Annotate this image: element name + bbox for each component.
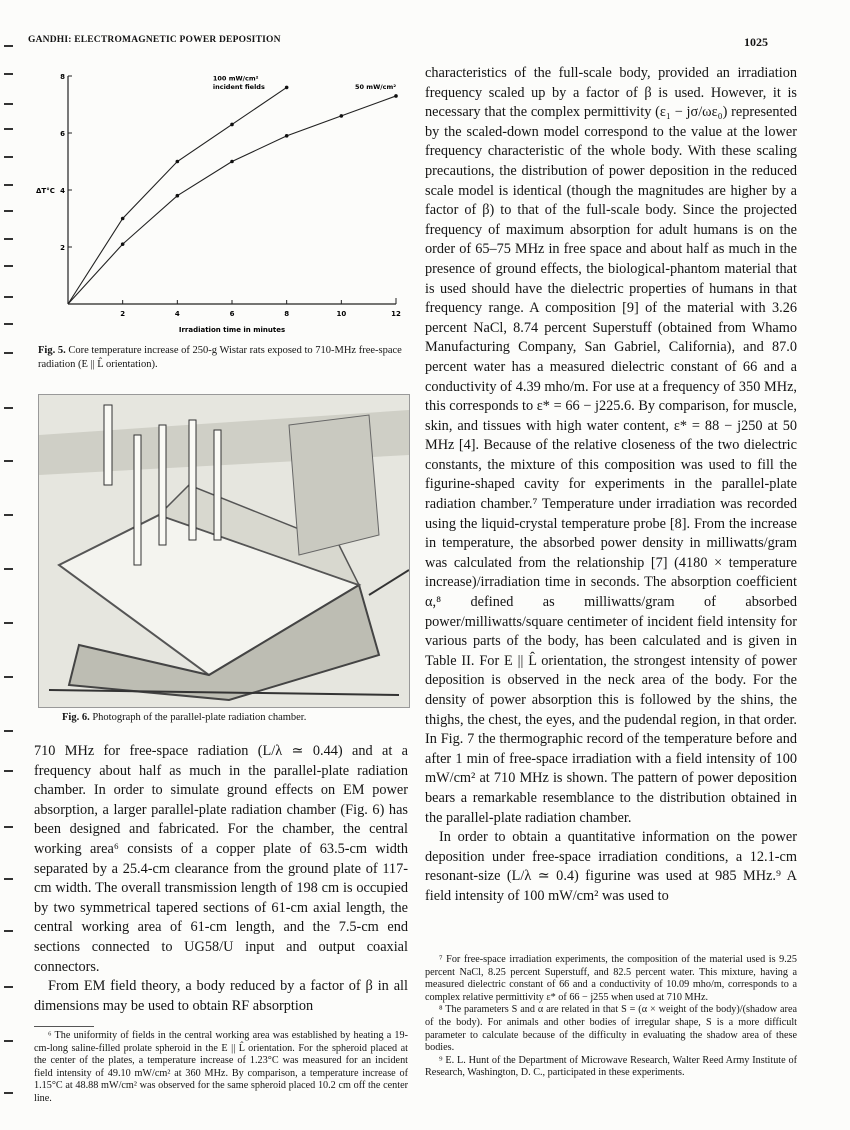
- data-point: [176, 194, 180, 198]
- footnote-6: ⁶ The uniformity of fields in the central working area was established by heating a 19-cm-long saline-filled prolate spheroid in the E || L̂ orientation. For the spheroid placed at the center of the plates, a temperature increase of 1.23°C was measured for an incident field intensity of 49.10 mW/cm² at 360 MHz. By comparison, a temperature increase of 1.15°C at 48.88 mW/cm² was observed for the same spheroid placed 10.2 cm off the center line.: [34, 1030, 408, 1104]
- x-tick-label: 12: [391, 310, 401, 318]
- y-tick-label: 4: [60, 187, 65, 195]
- left-footnote: [34, 1026, 408, 1106]
- left-paragraph: 710 MHz for free-space radiation (L/λ ≃ 0.44) and at a frequency about half as much in the parallel-plate radiation chamber. In order to simulate ground effects on EM power absorption, a larger parallel-plate radiation chamber (Fig. 6) has been designed and fabricated. For the chamber, the central working area⁶ consists of a copper plate of 63.5-cm width separated by a 25.4-cm clearance from the ground plate of 117-cm width. The overall transmission length of 198 cm is occupied by two symmetrical tapered sections of 61-cm axial length, the central working area of 61-cm length, and the 7.5-cm end sections connected to UG58/U input and output coaxial connectors.: [34, 743, 408, 975]
- figure-6-caption-text: Photograph of the parallel-plate radiation chamber.: [92, 712, 307, 723]
- y-tick-label: 8: [60, 73, 65, 81]
- figure-5-caption-text: Core temperature increase of 250-g Wistar rats exposed to 710-MHz free-space radiation (E || L̂ orientation).: [38, 345, 402, 370]
- page-number: 1025: [744, 35, 768, 49]
- figure-5-chart: [34, 64, 408, 339]
- right-paragraph: characteristics of the full-scale body, provided an irradiation frequency scaled up by a factor of β is used. However, it is necessary that the complex permittivity (ε₁ − jσ/ωε₀) represented by the scaled-down model correspond to the value at the lower frequency characteristic of the whole body. With these scaling precautions, the distribution of power deposition in the reduced scale model is identical (though the magnitudes are higher by a factor of β) to that of the full-scale body. Since the projected frequency of maximum absorption for adult humans is on the order of 65–75 MHz in free space and about half as much in the presence of ground effects, the biological-phantom material that is used should have the dielectric properties of humans in that frequency range. A composition [9] of the material with 3.26 percent NaCl, 8.74 percent Superstuff (obtained from Whamo Manufacturing Company, San Gabriel, California), and 87.0 percent water has a measured dielectric constant of 66 and a conductivity of 4.39 mho/m. For use at a frequency of 350 MHz, this corresponds to ε* = 66 − j225.6. By comparison, for muscle, skin, and tissues with high water content, ε* = 88 − j250 at 50 MHz [4]. Because of the relative closeness of the two dielectric constants, the mixture of this composition was used to fill the figurine-shaped cavity for experiments in the parallel-plate radiation chamber.⁷ Temperature under irradiation was recorded using the liquid-crystal temperature probe [8]. From the increase in temperature, the absorbed power density in milliwatts/gram was calculated from the relationship [7] (4180 × temperature increase)/irradiation time in seconds. The absorption coefficient α,⁸ defined as milliwatts/gram of absorbed power/milliwatts/square centimeter of incident field intensity for various parts of the body, has been calculated and is given in Table II. For E || L̂ orientation, the strongest intensity of power deposition is observed in the neck area of the body. For the density of power absorption this is followed by the shins, the thighs, the chest, the eyes, and the pudendal region, in that order. In Fig. 7 the thermographic record of the temperature before and after 1 min of free-space irradiation with a field intensity of 100 mW/cm² at 710 MHz is shown. The pattern of power deposition bears a remarkable resemblance to the distribution obtained in the parallel-plate radiation chamber.: [425, 65, 797, 826]
- data-point: [121, 217, 125, 221]
- footnote-7: ⁷ For free-space irradiation experiments, the composition of the material used is 9.25 percent NaCl, 8.25 percent Superstuff, and 82.5 percent water. This mixture, having a measured dielectric constant of 66 and a conductivity of 10.09 mho/m, corresponds to a complex relative permittivity ε* of 66 − j255 when used at 710 MHz.: [425, 954, 797, 1003]
- x-tick-label: 10: [336, 310, 347, 318]
- data-point: [230, 160, 234, 164]
- footnote-separator: [34, 1026, 94, 1027]
- series-line-1: [68, 96, 396, 304]
- left-body-text: [34, 742, 408, 1016]
- right-body-text: [425, 64, 797, 907]
- annotation-100: 100 mW/cm²: [212, 74, 259, 83]
- figure-6-photograph: [38, 394, 410, 708]
- y-tick-label: 6: [60, 130, 65, 138]
- x-tick-label: 8: [284, 310, 290, 318]
- data-point: [340, 114, 344, 118]
- right-paragraph: In order to obtain a quantitative information on the power deposition under free-space irradiation conditions, a 12.1-cm resonant-size (L/λ ≃ 0.4) figurine was used at 985 MHz.⁹ A field intensity of 100 mW/cm² was used to: [425, 829, 797, 904]
- margin-marks: [0, 0, 20, 1130]
- left-paragraph: From EM field theory, a body reduced by a factor of β in all dimensions may be used to obtain RF absorption: [34, 978, 408, 1014]
- x-axis-label: Irradiation time in minutes: [178, 326, 286, 334]
- data-point: [230, 123, 234, 127]
- x-tick-label: 6: [229, 310, 235, 318]
- data-point: [121, 242, 125, 246]
- y-tick-label: 2: [60, 244, 65, 252]
- right-column: [425, 64, 797, 1114]
- footnote-9: ⁹ E. L. Hunt of the Department of Microwave Research, Walter Reed Army Institute of Research, Washington, D. C., participated in these experiments.: [425, 1054, 797, 1079]
- figure-6-caption: [62, 711, 402, 725]
- figure-5-caption: [38, 344, 408, 372]
- x-tick-label: 4: [174, 310, 180, 318]
- left-column: [34, 64, 408, 1114]
- figure-5-label: Fig. 5.: [38, 345, 66, 356]
- data-point: [285, 134, 289, 138]
- running-title: GANDHI: ELECTROMAGNETIC POWER DEPOSITION: [28, 35, 281, 45]
- data-point: [285, 86, 289, 90]
- annotation-100-sub: incident fields: [212, 82, 265, 91]
- annotation-50: 50 mW/cm²: [355, 82, 397, 91]
- figure-6-label: Fig. 6.: [62, 712, 90, 723]
- temperature-chart: [34, 64, 408, 339]
- page-header: [28, 35, 768, 51]
- right-footnotes: [425, 954, 797, 1080]
- x-tick-label: 2: [120, 310, 126, 318]
- data-point: [394, 94, 398, 98]
- chamber-photo-image: [39, 395, 409, 707]
- y-axis-label: ΔT°C: [36, 187, 55, 195]
- data-point: [176, 160, 180, 164]
- footnote-8: ⁸ The parameters S and α are related in that S = (α × weight of the body)/(shadow area of the body). For animals and other bodies of irregular shape, S is a more difficult parameter to calculate because of the difficulty in evaluating the shadow area of these bodies.: [425, 1004, 797, 1054]
